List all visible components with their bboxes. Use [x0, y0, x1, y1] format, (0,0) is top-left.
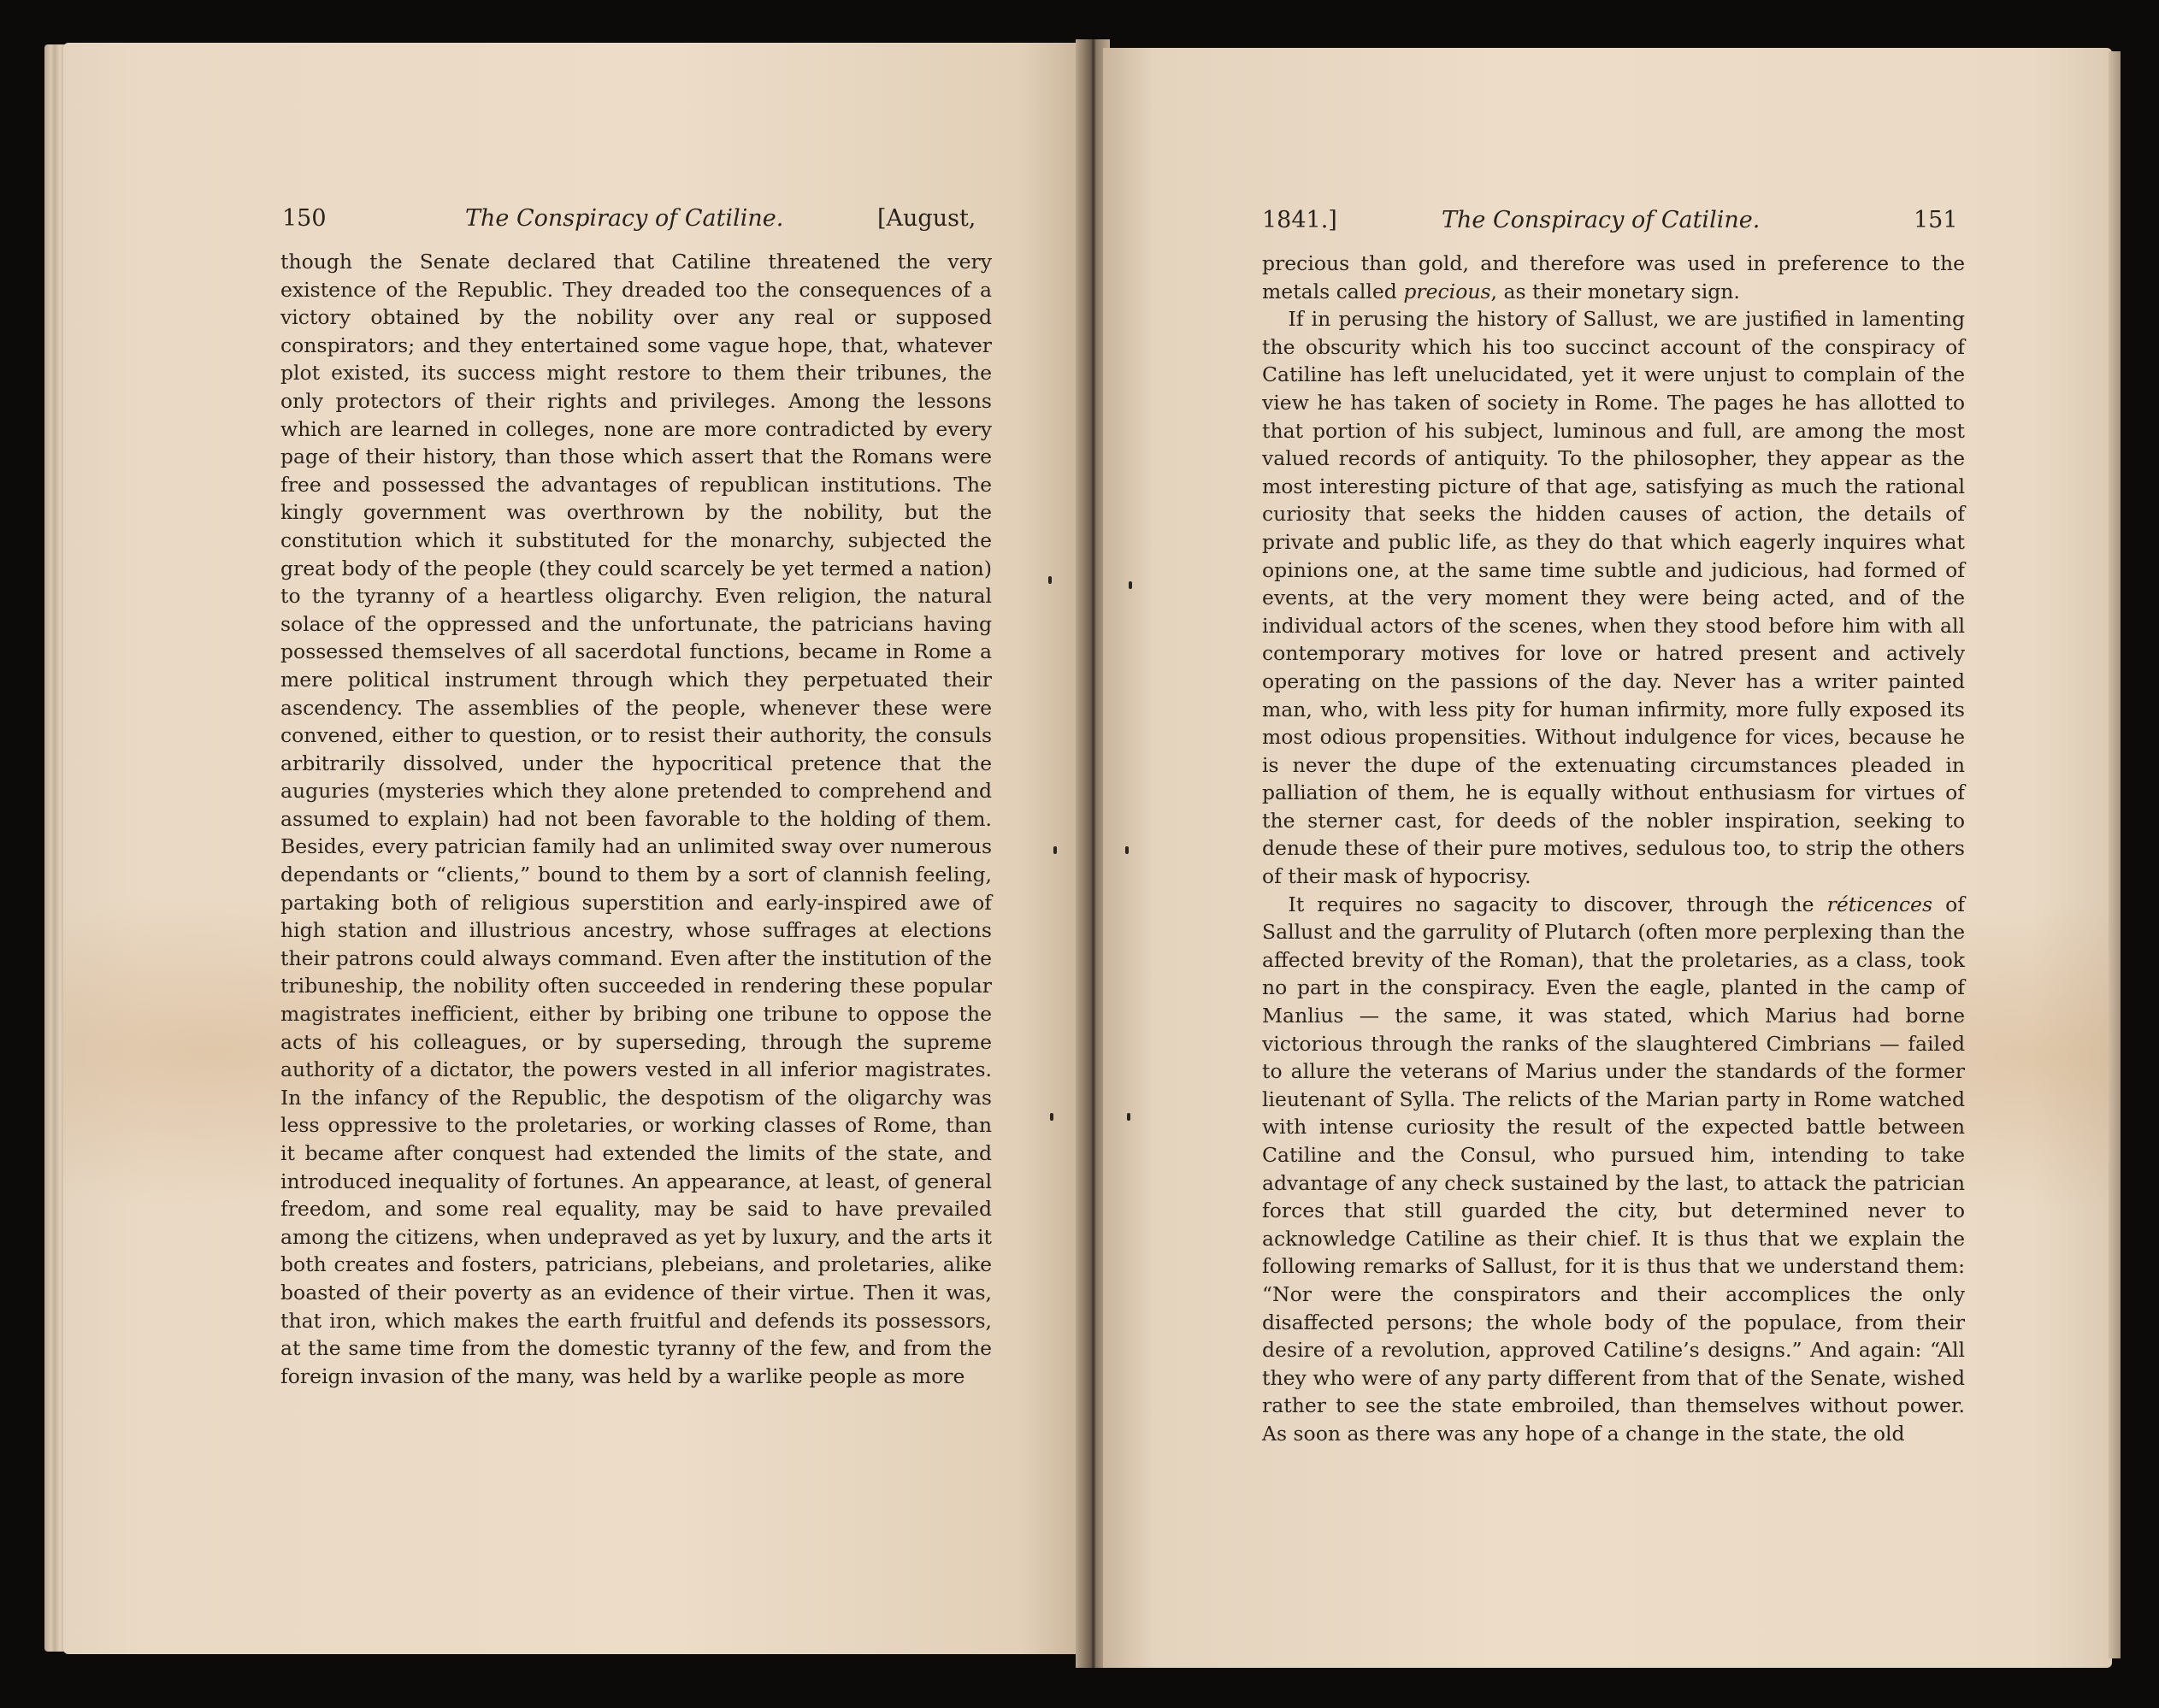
right-paragraph-2: If in perusing the history of Sallust, we are justified in lamenting the obscurity which his too succinct account of the conspiracy of Catiline has left unelucidated, yet it were unjust to complain of the view he has taken of society in Rome. The pages he has allotted to that portion of his subject, luminous and full, are among the most valued records of antiquity. To the philosopher, they appear as the most interesting picture of that age, satisfying as much the rational curiosity that seeks the hidden causes of action, the details of private and public life, as they do that which eagerly inquires what opinions one, at the same time subtle and judicious, had formed of events, at the very moment they were being acted, and of the individual actors of the scenes, when they stood before him with all contemporary motives for love or hatred present and actively operating on the passions of the day. Never has a writer painted man, who, with less pity for human infirmity, more fully exposed its most odious propensities. Without indulgence for vices, because he is never the dupe of the extenuating circumstances pleaded in palliation of them, he is equally without enthusiasm for virtues of the sterner cast, for deeds of the nobler inspiration, seeking to denude these of their pure motives, sedulous too, to strip the others of their mask of hypocrisy. — [1262, 307, 1965, 889]
right-date-heading: 1841.] — [1262, 207, 1337, 233]
left-date-heading: [August, — [877, 205, 976, 232]
right-body-text — [1262, 250, 1965, 1448]
binding-mark — [1053, 846, 1057, 854]
binding-mark — [1127, 1113, 1130, 1121]
left-paragraph: though the Senate declared that Catiline threatened the very existence of the Republic. They dreaded too the consequences of a victory obtained by the nobility over any real or supposed conspirators; and they entertained some vague hope, that, whatever plot existed, its success might restore to them their tribunes, the only protectors of their rights and privileges. Among the lessons which are learned in colleges, none are more contradicted by every page of their history, than those which assert that the Romans were free and possessed the advantages of republican institutions. The kingly government was overthrown by the nobility, but the constitution which it substituted for the monarchy, subjected the great body of the people (they could scarcely be yet termed a nation) to the tyranny of a heartless oligarchy. Even religion, the natural solace of the oppressed and the unfortunate, the patricians having possessed themselves of all sacerdotal functions, became in Rome a mere political instrument through which they perpetuated their ascendency. The assemblies of the people, whenever these were convened, either to question, or to resist their authority, the consuls arbitrarily dissolved, under the hypocritical pretence that the auguries (mysteries which they alone pretended to comprehend and assumed to explain) had not been favorable to the holding of them. Besides, every patrician family had an unlimited sway over numerous dependants or “clients,” bound to them by a sort of clannish feeling, partaking both of religious superstition and early-inspired awe of high station and illustrious ancestry, whose suffrages at elections their patrons could always command. Even after the institution of the tribuneship, the nobility often succeeded in rendering these popular magistrates inefficient, either by bribing one tribune to oppose the acts of his colleagues, or by superseding, through the supreme authority of a dictator, the powers vested in all inferior magistrates. In the infancy of the Republic, the despotism of the oligarchy was less oppressive to the proletaries, or working classes of Rome, than it became after conquest had extended the limits of the state, and introduced inequality of fortunes. An appearance, at least, of general freedom, and some real equality, may be said to have prevailed among the citizens, when undepraved as yet by luxury, and the arts it both creates and fosters, patricians, plebeians, and proletaries, alike boasted of their poverty as an evidence of their virtue. Then it was, that iron, which makes the earth fruitful and defends its possessors, at the same time from the domestic tyranny of the few, and from the foreign invasion of the many, was held by a warlike people as more — [280, 250, 992, 1388]
binding-mark — [1048, 576, 1052, 584]
left-running-title: The Conspiracy of Catiline. — [465, 205, 784, 232]
right-paragraph-1: precious than gold, and therefore was used in preference to the metals called precious, as their monetary sign. — [1262, 251, 1965, 303]
left-page-number: 150 — [282, 205, 327, 232]
binding-mark — [1129, 581, 1132, 589]
right-running-head — [1262, 203, 1965, 238]
italic-word: réticences — [1826, 892, 1933, 916]
left-running-head — [282, 202, 988, 236]
italic-word: precious — [1403, 279, 1491, 303]
right-paragraph-3: It requires no sagacity to discover, through the réticences of Sallust and the garrulity of Plutarch (often more perplexing than the affected brevity of the Roman), that the proletaries, as a class, took no part in the conspiracy. Even the eagle, planted in the camp of Manlius — the same, it was stated, which Marius had borne victorious through the ranks of the slaughtered Cimbrians — failed to allure the veterans of Marius under the standards of the former lieutenant of Sylla. The relicts of the Marian party in Rome watched with intense curiosity the result of the expected battle between Catiline and the Consul, who pursued him, intending to take advantage of any check sustained by the last, to attack the patrician forces that still guarded the city, but determined never to acknowledge Catiline as their chief. It is thus that we explain the following remarks of Sallust, for it is thus that we understand them: “Nor were the conspirators and their accomplices the only disaffected persons; the whole body of the populace, from their desire of a revolution, approved Catiline’s designs.” And again: “All they who were of any party different from that of the Senate, wished rather to see the state embroiled, than themselves without power. As soon as there was any hope of a change in the state, the old — [1262, 892, 1965, 1446]
binding-mark — [1050, 1113, 1053, 1121]
right-page-number: 151 — [1914, 207, 1958, 233]
right-page-edge — [2109, 51, 2121, 1658]
left-page — [63, 43, 1081, 1654]
left-body-text — [280, 248, 992, 1390]
right-running-title: The Conspiracy of Catiline. — [1442, 207, 1761, 233]
binding-mark — [1125, 846, 1129, 854]
right-page — [1103, 48, 2112, 1668]
